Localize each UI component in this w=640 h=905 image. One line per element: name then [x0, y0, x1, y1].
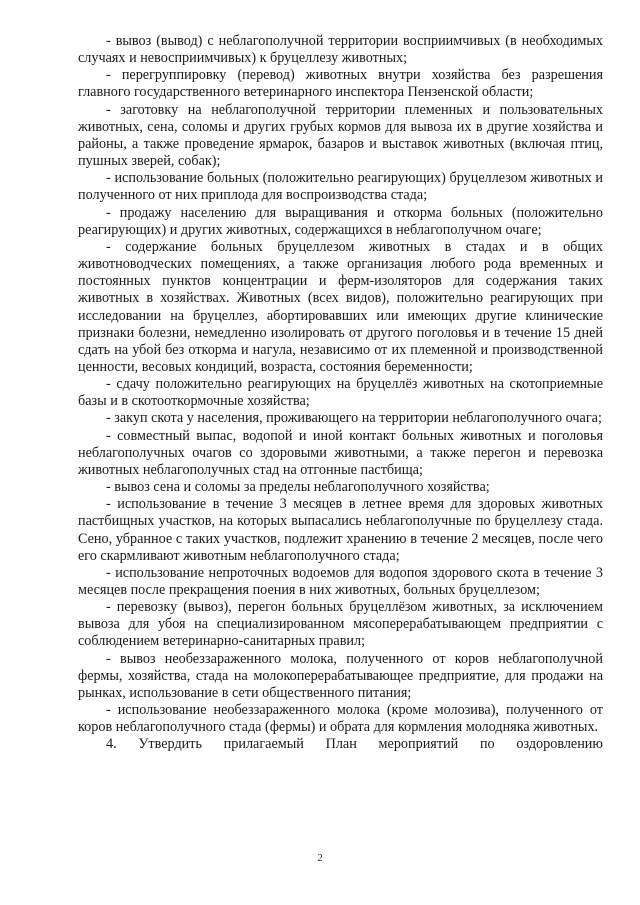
paragraph-item-14: - вывоз необеззараженного молока, полученного от коров неблагополучной фермы, хозяйства, стада на молокоперерабатывающее предприятие, для продажи на рынках, использование в сети общественного питания;: [78, 650, 603, 701]
paragraph-item-7: - сдачу положительно реагирующих на бруцеллёз животных на скотоприемные базы и в скотооткормочные хозяйства;: [78, 376, 603, 410]
page-number: 2: [317, 852, 323, 864]
paragraph-item-6: - содержание больных бруцеллезом животных в стадах и в общих животноводческих помещениях, а также организация любого рода временных и постоянных пунктов концентрации и ферм-изоляторов для содержания таких животных в хозяйствах. Животных (всех видов), положительно реагирующих при исследовании на бруцеллез, абортировавших или имеющих другие клинические признаки болезни, немедленно изолировать от другого поголовья и в течение 15 дней сдать на убой без откорма и нагула, независимо от их племенной и производственной ценности, весовых кондиций, возраста, состояния беременности;: [78, 238, 603, 375]
document-body: [78, 33, 603, 754]
paragraph-item-10: - вывоз сена и соломы за пределы неблагополучного хозяйства;: [106, 479, 490, 496]
paragraph-item-12: - использование непроточных водоемов для водопоя здорового скота в течение 3 месяцев после прекращения поения в них животных, больных бруцеллезом;: [78, 564, 603, 598]
paragraph-item-3: - заготовку на неблагополучной территории племенных и пользовательных животных, сена, соломы и других грубых кормов для вывоза их в другие хозяйства и районы, а также проведение ярмарок, базаров и выставок животных (включая птиц, пушных зверей, собак);: [78, 101, 603, 170]
paragraph-item-13: - перевозку (вывоз), перегон больных бруцеллёзом животных, за исключением вывоза для убоя на специализированном мясоперерабатывающем предприятии с соблюдением ветеринарно-санитарных правил;: [78, 599, 603, 650]
paragraph-item-15: - использование необеззараженного молока (кроме молозива), полученного от коров неблагополучного стада (фермы) и обрата для кормления молодняка животных.: [78, 702, 603, 736]
paragraph-item-1: - вывоз (вывод) с неблагополучной территории восприимчивых (в необходимых случаях и невосприимчивых) к бруцеллезу животных;: [78, 33, 603, 67]
paragraph-item-2: - перегруппировку (перевод) животных внутри хозяйства без разрешения главного государственного ветеринарного инспектора Пензенской области;: [78, 67, 603, 101]
paragraph-item-8: - закуп скота у населения, проживающего на территории неблагополучного очага;: [106, 410, 602, 427]
paragraph-item-11: - использование в течение 3 месяцев в летнее время для здоровых животных пастбищных участков, на которых выпасались неблагополучные по бруцеллезу стада. Сено, убранное с таких участков, подлежит хранению в течение 2 месяцев, после чего его скармливают животным неблагополучного стада;: [78, 496, 603, 564]
closing-paragraph: 4. Утвердить прилагаемый План мероприятий по оздоровлению: [106, 736, 603, 753]
paragraph-item-4: - использование больных (положительно реагирующих) бруцеллезом животных и полученного от них приплода для воспроизводства стада;: [78, 170, 603, 204]
paragraph-item-9: - совместный выпас, водопой и иной контакт больных животных и поголовья неблагополучных очагов со здоровыми животными, а также перегон и перевозка животных неблагополучных стад на отгонные пастбища;: [78, 427, 603, 478]
paragraph-item-5: - продажу населению для выращивания и откорма больных (положительно реагирующих) и других животных, содержащихся в неблагополучном очаге;: [78, 204, 603, 238]
